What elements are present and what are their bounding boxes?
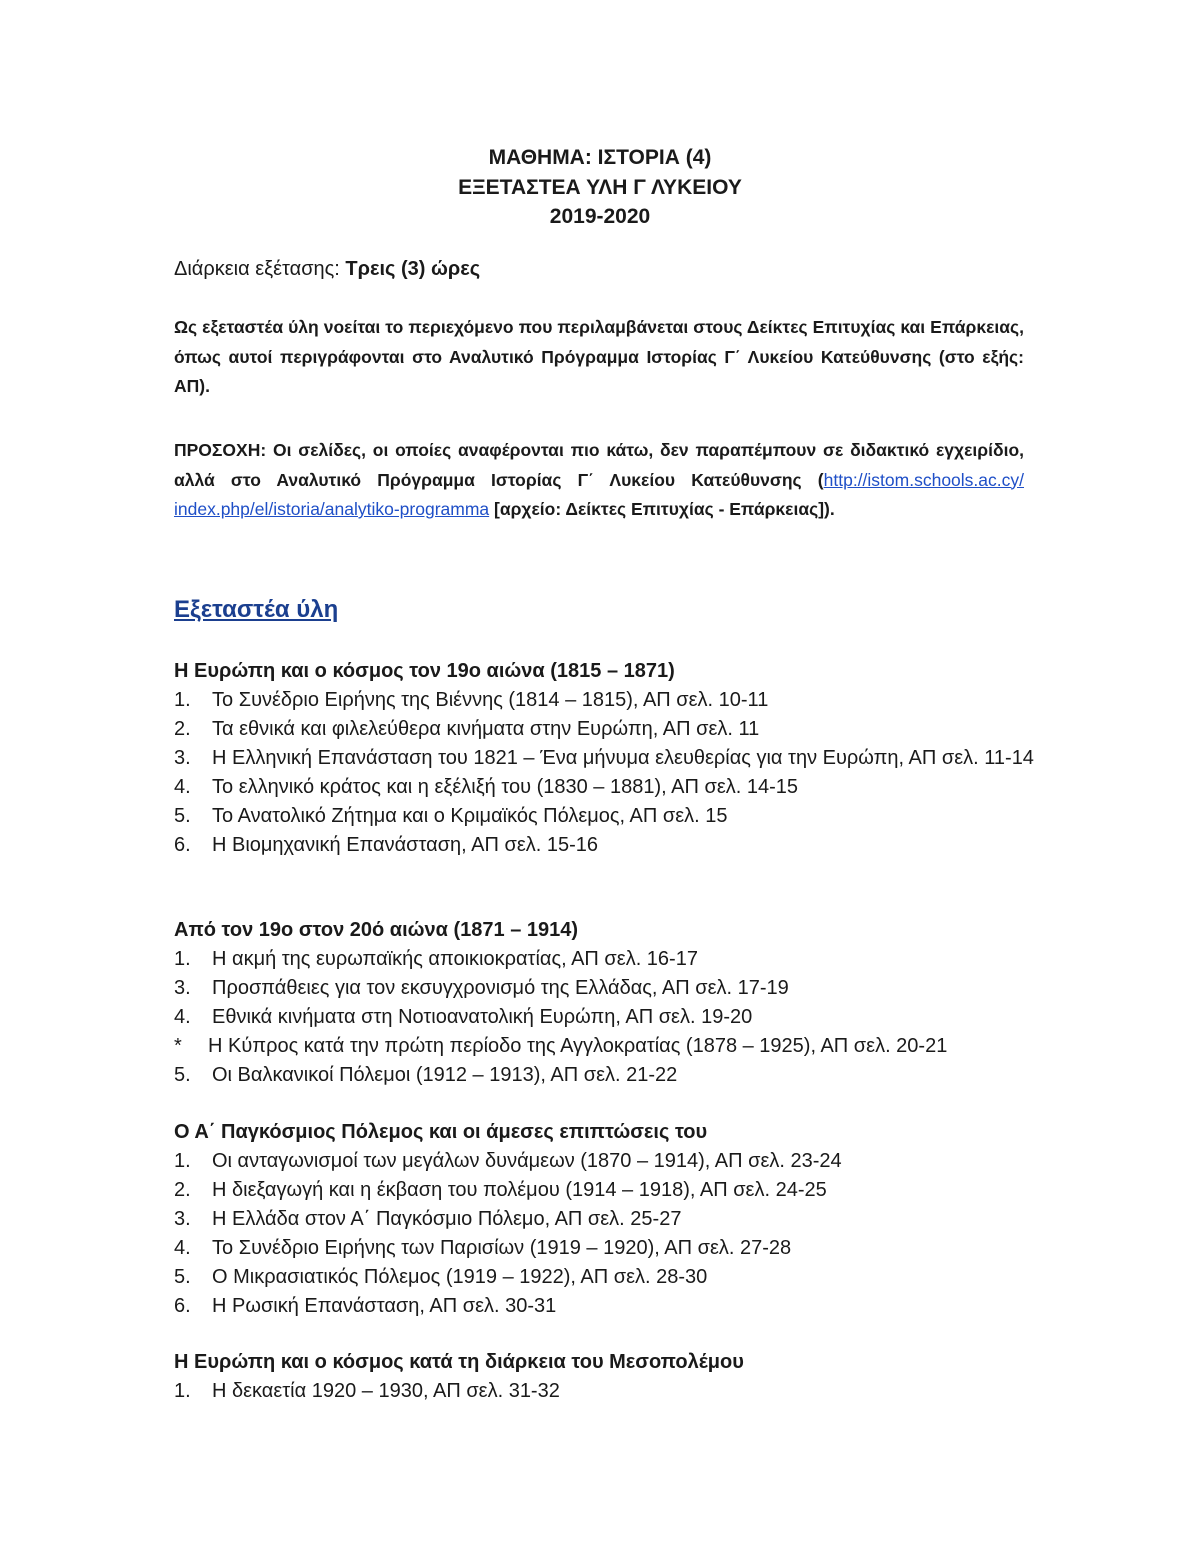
list-item [174,744,1044,773]
topic-group-1871-1914 [174,916,1044,1090]
document-header [0,143,1200,232]
list-item [174,974,1044,1003]
item-text: Η Βιομηχανική Επανάσταση, ΑΠ σελ. 15-16 [212,834,599,856]
list-item [174,1205,1044,1234]
item-number: 4. [174,776,191,798]
item-number: 1. [174,1150,191,1172]
item-number: 2. [174,718,191,740]
syllabus-link[interactable]: http://istom.schools.ac.cy/ index.php/el/istoria/analytiko-programma [174,469,1024,519]
item-text: Η Ρωσική Επανάσταση, ΑΠ σελ. 30-31 [212,1295,557,1317]
item-number: 4. [174,1006,191,1028]
item-text: Εθνικά κινήματα στη Νοτιοανατολική Ευρώπη, ΑΠ σελ. 19-20 [212,1006,753,1028]
group-title: Από τον 19ο στον 20ό αιώνα (1871 – 1914) [174,919,579,941]
item-number: 3. [174,1208,191,1230]
item-number: 4. [174,1237,191,1259]
item-number: 5. [174,1266,191,1288]
item-text: Η Ελλάδα στον Α΄ Παγκόσμιο Πόλεμο, ΑΠ σελ. 25-27 [212,1208,682,1230]
notice-file-reference: [αρχείο: Δείκτες Επιτυχίας - Επάρκειας]). [489,499,835,519]
subject-title: ΜΑΘΗΜΑ: ΙΣΤΟΡΙΑ (4) [488,146,712,169]
exam-duration [174,258,480,281]
item-number: 3. [174,747,191,769]
item-text: Τα εθνικά και φιλελεύθερα κινήματα στην Ευρώπη, ΑΠ σελ. 11 [212,718,760,740]
topic-group-19th-century [174,657,1044,860]
list-item [174,1234,1044,1263]
item-text: Η Ελληνική Επανάσταση του 1821 – Ένα μήνυμα ελευθερίας για την Ευρώπη, ΑΠ σελ. 11-14 [212,747,1034,769]
list-item [174,1032,1044,1061]
item-number: 2. [174,1179,191,1201]
list-item [174,715,1044,744]
topic-group-world-war-one [174,1118,1044,1321]
school-year: 2019-2020 [549,205,651,228]
item-text: Η διεξαγωγή και η έκβαση του πολέμου (1914 – 1918), ΑΠ σελ. 24-25 [212,1179,827,1201]
item-number: 6. [174,834,191,856]
exam-duration-value: Τρεις (3) ώρες [345,258,481,280]
section-heading: Εξεταστέα ύλη [174,596,339,623]
item-text: Το Συνέδριο Ειρήνης των Παρισίων (1919 – 1920), ΑΠ σελ. 27-28 [212,1237,792,1259]
list-item [174,831,1044,860]
list-item [174,686,1044,715]
item-text: Το Συνέδριο Ειρήνης της Βιέννης (1814 – 1815), ΑΠ σελ. 10-11 [212,689,769,711]
item-text: Ο Μικρασιατικός Πόλεμος (1919 – 1922), ΑΠ σελ. 28-30 [212,1266,708,1288]
list-item [174,1292,1044,1321]
item-number: 1. [174,948,191,970]
item-text: Προσπάθειες για τον εκσυγχρονισμό της Ελλάδας, ΑΠ σελ. 17-19 [212,977,789,999]
list-item [174,1377,1044,1406]
list-item [174,773,1044,802]
group-title: Η Ευρώπη και ο κόσμος κατά τη διάρκεια του Μεσοπολέμου [174,1351,744,1373]
list-item [174,802,1044,831]
list-item [174,1003,1044,1032]
list-item [174,1147,1044,1176]
item-number: 1. [174,689,191,711]
item-text: Η Κύπρος κατά την πρώτη περίοδο της Αγγλοκρατίας (1878 – 1925), ΑΠ σελ. 20-21 [208,1035,948,1057]
list-item [174,945,1044,974]
item-text: Το Ανατολικό Ζήτημα και ο Κριμαϊκός Πόλεμος, ΑΠ σελ. 15 [212,805,728,827]
item-number: * [174,1035,182,1057]
list-item [174,1263,1044,1292]
item-text: Οι ανταγωνισμοί των μεγάλων δυνάμεων (1870 – 1914), ΑΠ σελ. 23-24 [212,1150,842,1172]
item-text: Το ελληνικό κράτος και η εξέλιξή του (1830 – 1881), ΑΠ σελ. 14-15 [212,776,799,798]
group-title: Ο Α΄ Παγκόσμιος Πόλεμος και οι άμεσες επιπτώσεις του [174,1121,708,1143]
item-number: 5. [174,1064,191,1086]
list-item [174,1176,1044,1205]
item-number: 1. [174,1380,191,1402]
notice-text: ΠΡΟΣΟΧΗ: Οι σελίδες, οι οποίες αναφέρονται πιο κάτω, δεν παραπέμπουν σε διδακτικό εγχειρίδιο, αλλά στο Αναλυτικό Πρόγραμμα Ιστορίας Γ΄ Λυκείου Κατεύθυνσης ( [174,440,1024,490]
item-text: Η δεκαετία 1920 – 1930, ΑΠ σελ. 31-32 [212,1380,560,1402]
item-number: 3. [174,977,191,999]
list-item [174,1061,1044,1090]
intro-paragraph: Ως εξεταστέα ύλη νοείται το περιεχόμενο που περιλαμβάνεται στους Δείκτες Επιτυχίας και Επάρκειας, όπως αυτοί περιγράφονται στο Αναλυτικό Πρόγραμμα Ιστορίας Γ΄ Λυκείου Κατεύθυνσης (στο εξής: ΑΠ). [174,317,1024,396]
group-title: Η Ευρώπη και ο κόσμος τον 19ο αιώνα (1815 – 1871) [174,660,675,682]
exam-duration-label: Διάρκεια εξέτασης: [174,258,346,280]
topic-group-interwar [174,1348,1044,1406]
item-text: Η ακμή της ευρωπαϊκής αποικιοκρατίας, ΑΠ σελ. 16-17 [212,948,698,970]
item-number: 5. [174,805,191,827]
item-number: 6. [174,1295,191,1317]
item-text: Οι Βαλκανικοί Πόλεμοι (1912 – 1913), ΑΠ σελ. 21-22 [212,1064,678,1086]
notice-paragraph [174,436,1024,525]
syllabus-title: ΕΞΕΤΑΣΤΕΑ ΥΛΗ Γ ΛΥΚΕΙΟΥ [458,175,742,199]
